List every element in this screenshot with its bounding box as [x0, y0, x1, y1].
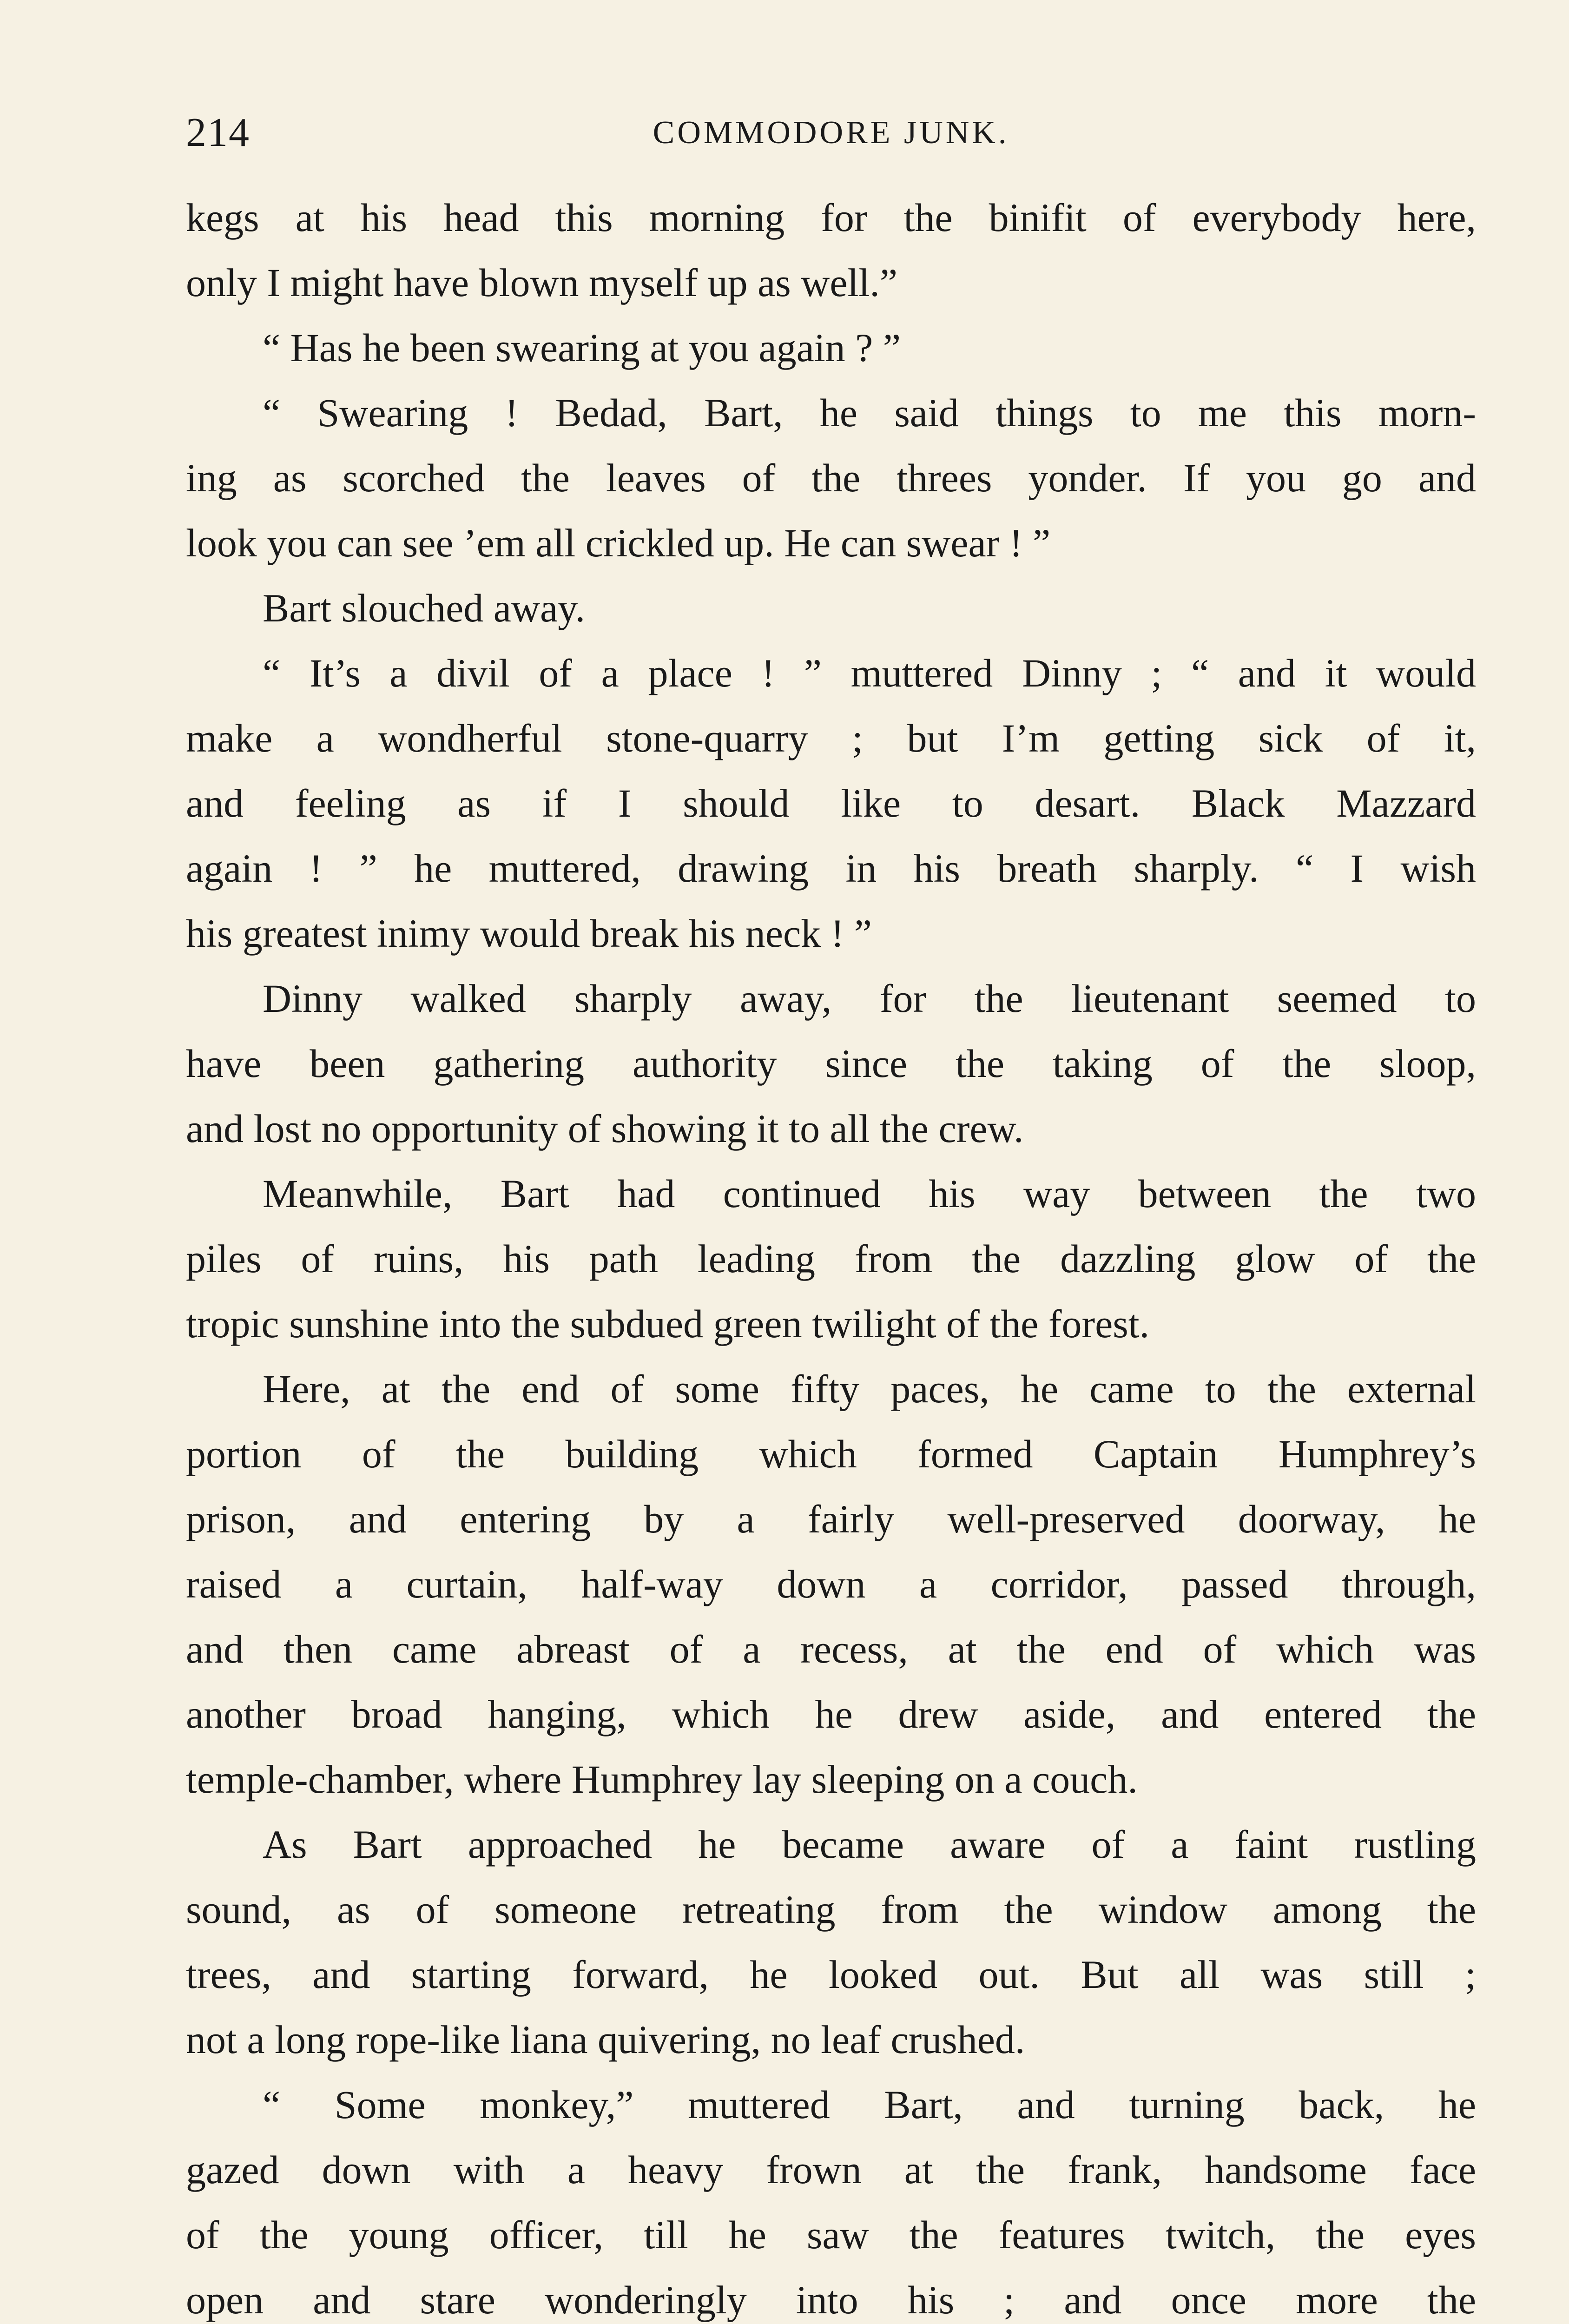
text-line: Dinny walked sharply away, for the lieutenant seemed to: [263, 976, 1476, 1021]
text-line: open and stare wonderingly into his ; and once more the: [186, 2278, 1476, 2322]
body-text: [186, 185, 1476, 2324]
text-line: only I might have blown myself up as well.”: [186, 260, 897, 305]
text-line: Bart slouched away.: [263, 586, 586, 630]
text-line: raised a curtain, half-way down a corridor, passed through,: [186, 1562, 1476, 1606]
text-line: look you can see ’em all crickled up. He can swear ! ”: [186, 521, 1051, 565]
text-line: of the young officer, till he saw the features twitch, the eyes: [186, 2212, 1476, 2257]
text-line: temple-chamber, where Humphrey lay sleeping on a couch.: [186, 1757, 1138, 1802]
text-line: and feeling as if I should like to desart. Black Mazzard: [186, 781, 1476, 825]
text-line: “ Has he been swearing at you again ? ”: [263, 325, 901, 370]
text-line: and lost no opportunity of showing it to all the crew.: [186, 1106, 1024, 1151]
text-line: trees, and starting forward, he looked out. But all was still ;: [186, 1952, 1476, 1997]
text-line: “ It’s a divil of a place ! ” muttered Dinny ; “ and it would: [263, 651, 1476, 695]
text-line: ing as scorched the leaves of the threes yonder. If you go and: [186, 456, 1476, 500]
text-line: “ Swearing ! Bedad, Bart, he said things to me this morn-: [263, 390, 1476, 435]
text-line: As Bart approached he became aware of a faint rustling: [263, 1822, 1476, 1867]
page-number: 214: [186, 110, 250, 155]
text-line: Meanwhile, Bart had continued his way between the two: [263, 1171, 1476, 1216]
text-line: prison, and entering by a fairly well-preserved doorway, he: [186, 1497, 1476, 1541]
text-line: his greatest inimy would break his neck ! ”: [186, 911, 872, 956]
text-line: “ Some monkey,” muttered Bart, and turning back, he: [263, 2082, 1476, 2127]
text-line: again ! ” he muttered, drawing in his breath sharply. “ I wish: [186, 846, 1476, 891]
text-line: make a wondherful stone-quarry ; but I’m getting sick of it,: [186, 716, 1476, 760]
text-line: another broad hanging, which he drew aside, and entered the: [186, 1692, 1476, 1736]
text-line: sound, as of someone retreating from the window among the: [186, 1887, 1476, 1932]
text-line: not a long rope-like liana quivering, no leaf crushed.: [186, 2017, 1025, 2062]
running-head: COMMODORE JUNK.: [653, 115, 1009, 151]
text-line: portion of the building which formed Captain Humphrey’s: [186, 1432, 1476, 1476]
text-line: tropic sunshine into the subdued green twilight of the forest.: [186, 1301, 1150, 1346]
text-line: kegs at his head this morning for the binifit of everybody here,: [186, 195, 1476, 240]
text-line: have been gathering authority since the taking of the sloop,: [186, 1041, 1476, 1086]
text-line: and then came abreast of a recess, at the end of which was: [186, 1627, 1476, 1671]
text-line: Here, at the end of some fifty paces, he came to the external: [263, 1367, 1476, 1411]
text-line: piles of ruins, his path leading from the dazzling glow of the: [186, 1236, 1476, 1281]
page-header: [186, 105, 1476, 161]
text-line: gazed down with a heavy frown at the frank, handsome face: [186, 2147, 1476, 2192]
